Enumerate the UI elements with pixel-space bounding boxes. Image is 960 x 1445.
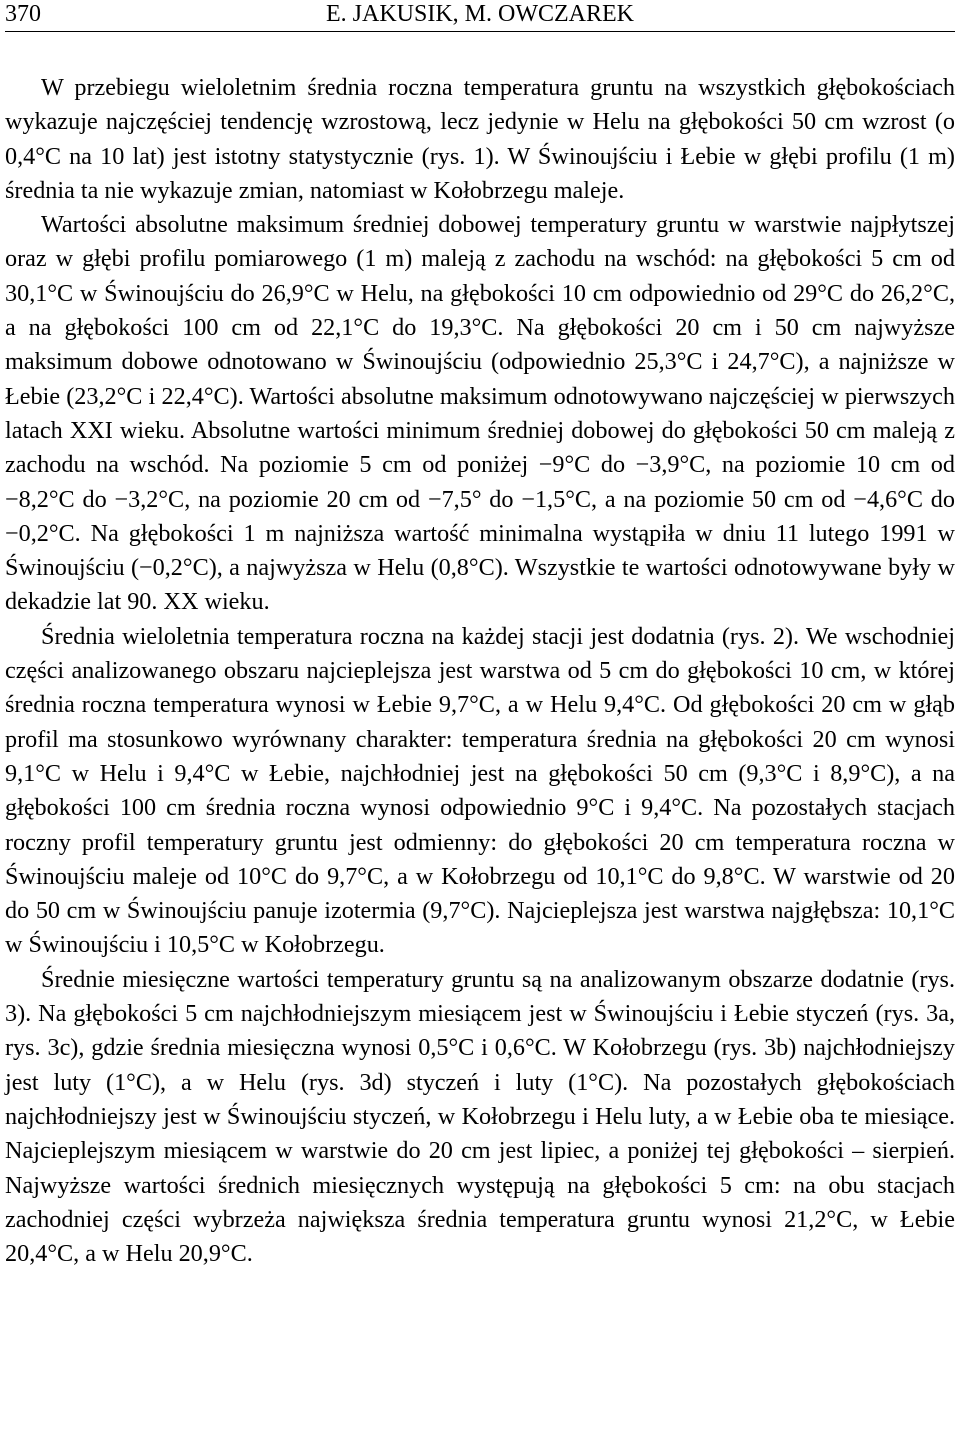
paragraph: Średnia wieloletnia temperatura roczna na każdej stacji jest dodatnia (rys. 2). We wschodniej części analizowanego obszaru najcieplejsza jest warstwa od 5 cm do głębokości 10 cm, w której średnia roczna temperatura wynosi w Łebie 9,7°C, a w Helu 9,4°C. Od głębokości 20 cm w głąb profil ma stosunkowo wyrównany charakter: temperatura średnia na głębokości 20 cm wynosi 9,1°C w Helu i 9,4°C w Łebie, najchłodniej jest na głębokości 50 cm (9,3°C i 8,9°C), a na głębokości 100 cm średnia roczna wynosi odpowiednio 9°C i 9,4°C. Na pozostałych stacjach roczny profil temperatury gruntu jest odmienny: do głębokości 20 cm temperatura roczna w Świnoujściu maleje od 10°C do 9,7°C, a w Kołobrzegu od 10,1°C do 9,8°C. W warstwie od 20 do 50 cm w Świnoujściu panuje izotermia (9,7°C). Najcieplejsza jest warstwa najgłębsza: 10,1°C w Świnoujściu i 10,5°C w Kołobrzegu.: [5, 622, 955, 959]
paragraph: Wartości absolutne maksimum średniej dobowej temperatury gruntu w warstwie najpłytszej oraz w głębi profilu pomiarowego (1 m) maleją z zachodu na wschód: na głębokości 5 cm od 30,1°C w Świnoujściu do 26,9°C w Helu, na głębokości 10 cm odpowiednio od 29°C do 26,2°C, a na głębokości 100 cm od 22,1°C do 19,3°C. Na głębokości 20 cm i 50 cm najwyższe maksimum dobowe odnotowano w Świnoujściu (odpowiednio 25,3°C i 24,7°C), a najniższe w Łebie (23,2°C i 22,4°C). Wartości absolutne maksimum odnotowywano najczęściej w pierwszych latach XXI wieku. Absolutne wartości minimum średniej dobowej do głębokości 50 cm maleją z zachodu na wschód. Na poziomie 5 cm od poniżej −9°C do −3,9°C, na poziomie 10 cm od −8,2°C do −3,2°C, na poziomie 20 cm od −7,5° do −1,5°C, a na poziomie 50 cm od −4,6°C do −0,2°C. Na głębokości 1 m najniższa wartość minimalna wystąpiła w dniu 11 lutego 1991 w Świnoujściu (−0,2°C), a najwyższa w Helu (0,8°C). Wszystkie te wartości odnotowywane były w dekadzie lat 90. XX wieku.: [5, 211, 955, 616]
header-rule: [5, 31, 955, 32]
running-header: [5, 0, 955, 30]
page-number: 370: [5, 1, 41, 27]
paragraph: W przebiegu wieloletnim średnia roczna temperatura gruntu na wszystkich głębokościach wykazuje najczęściej tendencję wzrostową, lecz jedynie w Helu na głębokości 50 cm wzrost (o 0,4°C na 10 lat) jest istotny statystycznie (rys. 1). W Świnoujściu i Łebie w głębi profilu (1 m) średnia ta nie wykazuje zmian, natomiast w Kołobrzegu maleje.: [5, 74, 955, 204]
body-text: [5, 71, 955, 1271]
paragraph: Średnie miesięczne wartości temperatury gruntu są na analizowanym obszarze dodatnie (rys. 3). Na głębokości 5 cm najchłodniejszym miesiącem jest w Świnoujściu i Łebie styczeń (rys. 3a, rys. 3c), gdzie średnia miesięczna wynosi 0,5°C i 0,6°C. W Kołobrzegu (rys. 3b) najchłodniejszy jest luty (1°C), a w Helu (rys. 3d) styczeń i luty (1°C). Na pozostałych głębokościach najchłodniejszy jest w Świnoujściu styczeń, w Kołobrzegu i Helu luty, a w Łebie oba te miesiące. Najcieplejszym miesiącem w warstwie do 20 cm jest lipiec, a poniżej tej głębokości – sierpień. Najwyższe wartości średnich miesięcznych występują na głębokości 5 cm: na obu stacjach zachodniej części wybrzeża największa średnia temperatura gruntu wynosi 21,2°C, w Łebie 20,4°C, a w Helu 20,9°C.: [5, 965, 955, 1268]
running-header-authors: E. JAKUSIK, M. OWCZAREK: [326, 1, 634, 27]
